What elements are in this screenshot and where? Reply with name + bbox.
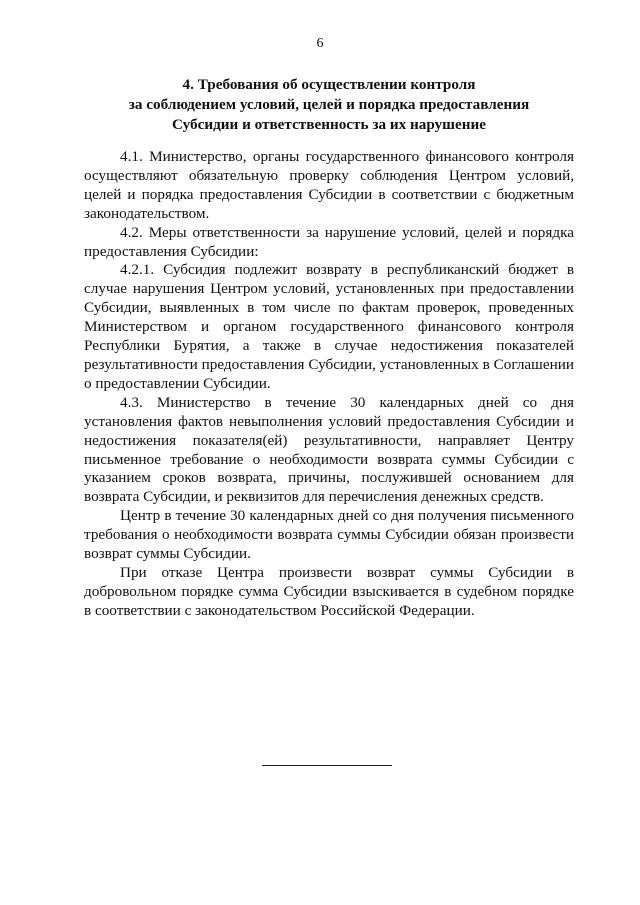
paragraph-4-3: 4.3. Министерство в течение 30 календарных дней со дня установления фактов невыполнения условий предоставления Субсидии и недостижения показателя(ей) результативности, направляет Центру письменное требование о необходимости возврата суммы Субсидии с указанием сроков возврата, причины, послужившей основанием для возврата Субсидии, и реквизитов для перечисления денежных средств. <box>84 393 574 506</box>
section-heading <box>84 75 574 135</box>
section-heading-line: за соблюдением условий, целей и порядка предоставления <box>128 96 530 113</box>
paragraph-4-1: 4.1. Министерство, органы государственного финансового контроля осуществляют обязательную проверку соблюдения Центром условий, целей и порядка предоставления Субсидии в соответствии с бюджетным законодательством. <box>84 148 574 222</box>
page-number: 6 <box>316 36 324 51</box>
end-separator-line <box>262 765 392 766</box>
section-heading-line: Субсидии и ответственность за их нарушение <box>172 116 486 133</box>
section-heading-line: 4. Требования об осуществлении контроля <box>182 76 476 93</box>
paragraph-4-2: 4.2. Меры ответственности за нарушение условий, целей и порядка предоставления Субсидии: <box>84 223 574 260</box>
paragraph-refund-deadline: Центр в течение 30 календарных дней со дня получения письменного требования о необходимости возврата суммы Субсидии обязан произвести возврат суммы Субсидии. <box>84 507 574 563</box>
section-body <box>84 148 574 621</box>
paragraph-court-recovery: При отказе Центра произвести возврат суммы Субсидии в добровольном порядке сумма Субсидии взыскивается в судебном порядке в соответствии с законодательством Российской Федерации. <box>84 563 574 619</box>
paragraph-4-2-1: 4.2.1. Субсидия подлежит возврату в республиканский бюджет в случае нарушения Центром условий, установленных при предоставлении Субсидии, выявленных в том числе по фактам проверок, проведенных Министерством и органом государственного финансового контроля Республики Бурятия, а также в случае недостижения показателей результативности предоставления Субсидии, установленных в Соглашении о предоставлении Субсидии. <box>84 261 574 392</box>
